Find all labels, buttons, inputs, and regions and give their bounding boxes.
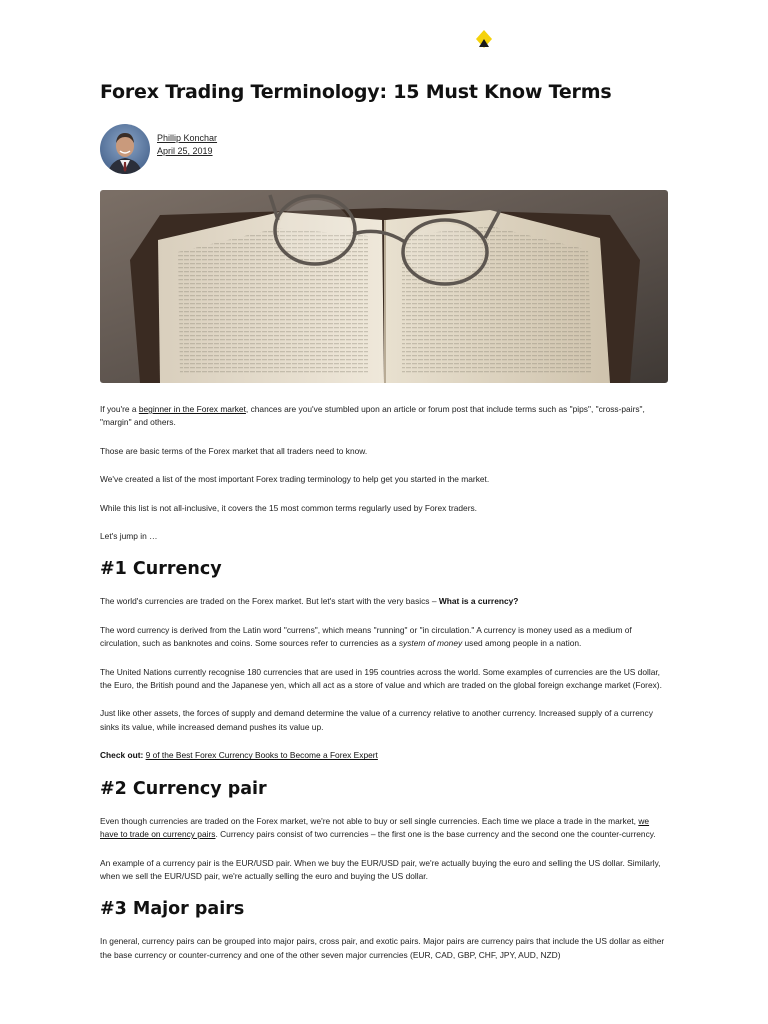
intro-paragraph-3: We've created a list of the most important Forex trading terminology to help get you started in the market. [100, 474, 490, 485]
section-heading-currency: #1 Currency [100, 559, 222, 580]
article-title: Forex Trading Terminology: 15 Must Know Terms [100, 81, 612, 103]
currency-paragraph-3: The United Nations currently recognise 180 currencies that are used in 195 countries across the world. Some examples of currencies are the US dollar, the Euro, the British pound and the Japanese yen, which all act as a store of value and which are traded on the global foreign exchange market (Forex). [100, 666, 662, 691]
hero-image [100, 190, 668, 383]
currency-pair-paragraph-1: Even though currencies are traded on the Forex market, we're not able to buy or sell single currencies. Each time we place a trade in the market, we have to trade on currency pairs. Currency pairs consist of two currencies – the first one is the base currency and the second one the counter-currency. [100, 815, 656, 840]
intro-paragraph-4: While this list is not all-inclusive, it covers the 15 most common terms regularly used by Forex traders. [100, 502, 478, 513]
site-logo-icon[interactable] [476, 30, 492, 48]
post-date-link[interactable]: April 25, 2019 [157, 146, 213, 156]
author-avatar[interactable] [100, 124, 150, 174]
author-block [100, 125, 668, 173]
currency-books-link[interactable]: 9 of the Best Forex Currency Books to Become a Forex Expert [145, 750, 378, 761]
author-name-link[interactable]: Phillip Konchar [157, 133, 218, 143]
article [100, 78, 668, 977]
beginner-forex-link[interactable]: beginner in the Forex market [138, 404, 246, 414]
section-heading-currency-pair: #2 Currency pair [100, 778, 267, 799]
intro-paragraph-2: Those are basic terms of the Forex market that all traders need to know. [100, 445, 368, 456]
major-pairs-paragraph-1: In general, currency pairs can be grouped into major pairs, cross pair, and exotic pairs. Major pairs are currency pairs that include the US dollar as either the base currency or counter-currency and one of the other seven major currencies (EUR, CAD, GBP, CHF, JPY, AUD, NZD) [100, 936, 665, 960]
currency-paragraph-4: Just like other assets, the forces of supply and demand determine the value of a currency relative to another currency. Increased supply of a currency sinks its value, while increased demand pushes its value up. [100, 708, 653, 732]
author-meta [157, 132, 217, 158]
check-out-line: Check out: 9 of the Best Forex Currency Books to Become a Forex Expert [100, 750, 378, 761]
currency-paragraph-2: The word currency is derived from the Latin word "currens", which means "running" or "in circulation." A currency is money used as a medium of circulation, such as banknotes and coins. Some sources refer to currencies as a system of money used among people in a nation. [100, 624, 632, 649]
intro-paragraph-1: If you're a beginner in the Forex market, chances are you've stumbled upon an article or forum post that include terms such as "pips", "cross-pairs", "margin" and others. [100, 404, 645, 428]
section-heading-major-pairs: #3 Major pairs [100, 899, 245, 920]
currency-pairs-link[interactable]: we have to trade on currency pairs [100, 815, 650, 840]
article-body [100, 403, 668, 962]
intro-paragraph-5: Let's jump in … [100, 531, 158, 542]
currency-pair-paragraph-2: An example of a currency pair is the EUR/USD pair. When we buy the EUR/USD pair, we're actually buying the euro and selling the US dollar. Similarly, when we sell the EUR/USD pair, we're actually selling the euro and buying the US dollar. [100, 857, 661, 881]
currency-paragraph-1: The world's currencies are traded on the Forex market. But let's start with the very basics – What is a currency? [100, 596, 519, 607]
